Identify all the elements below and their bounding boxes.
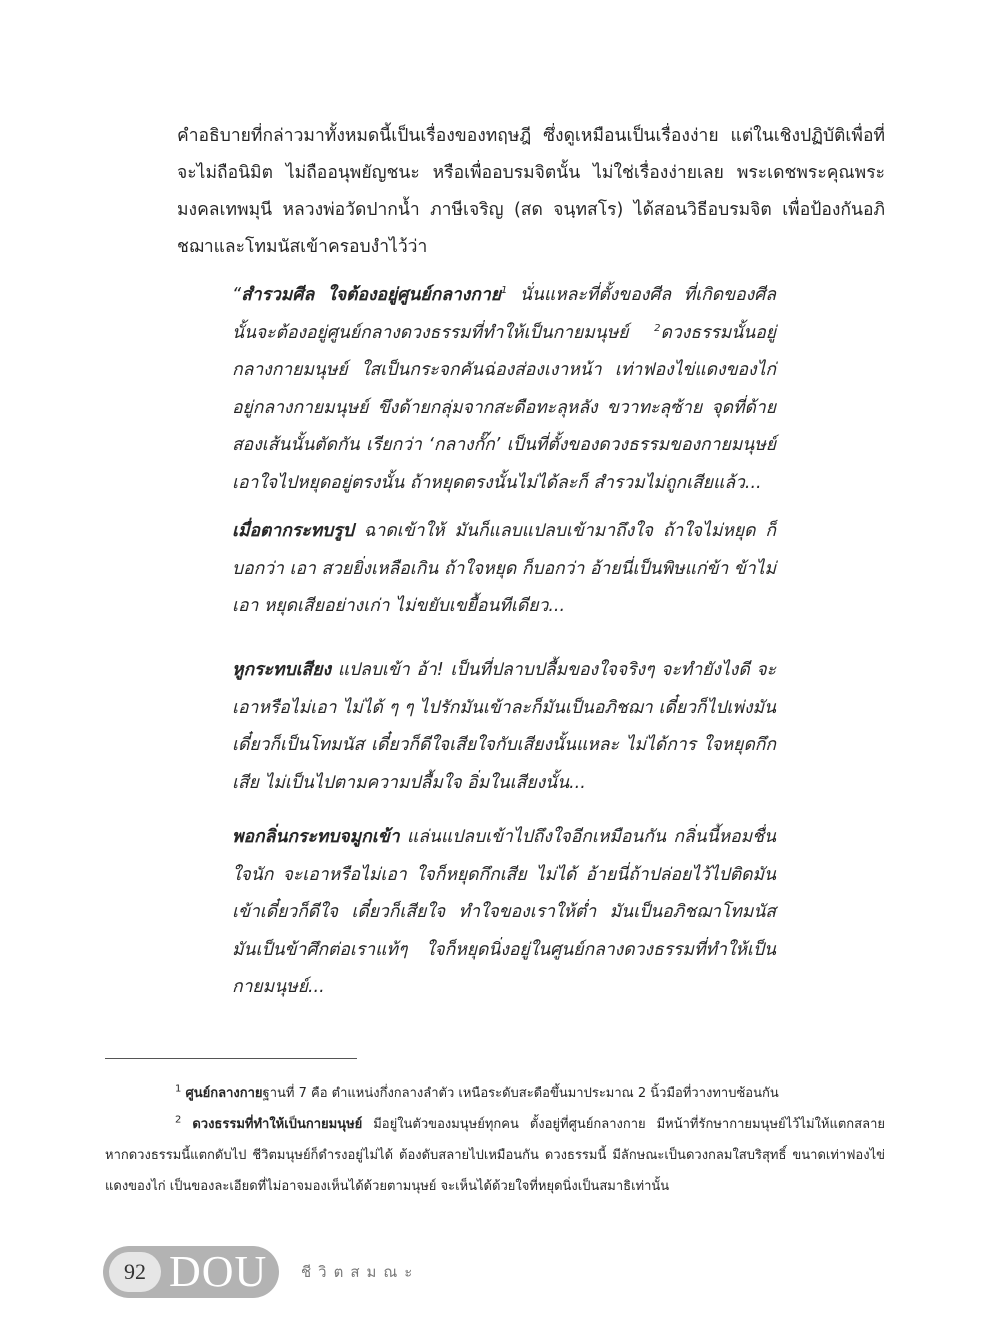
quote-2-lead: เมื่อตากระทบรูป	[232, 521, 354, 541]
footnotes	[105, 1078, 885, 1202]
footnote-2-term: ดวงธรรมที่ทำให้เป็นกายมนุษย์	[192, 1117, 363, 1132]
intro-text: คำอธิบายที่กล่าวมาทั้งหมดนี้เป็นเรื่องของทฤษฎี ซึ่งดูเหมือนเป็นเรื่องง่าย แต่ในเชิงปฏิบัติเพื่อที่จะไม่ถือนิมิต ไม่ถืออนุพยัญชนะ หรือเพื่ออบรมจิตนั้น ไม่ใช่เรื่องง่ายเลย พระเดชพระคุณพระมงคลเทพมุนี หลวงพ่อวัดปากน้ำ ภาษีเจริญ (สด จนฺทสโร) ได้สอนวิธีอบรมจิต เพื่อป้องกันอภิชฌาและโทมนัสเข้าครอบงำไว้ว่า	[177, 126, 885, 257]
footnote-ref-1[interactable]: 1	[500, 285, 508, 297]
footnote-2-text: มีอยู่ในตัวของมนุษย์ทุกคน ตั้งอยู่ที่ศูนย์กลางกาย มีหน้าที่รักษากายมนุษย์ไว้ไม่ให้แตกสลาย หากดวงธรรมนี้แตกดับไป ชีวิตมนุษย์ก็ดำรงอยู่ไม่ได้ ต้องดับสลายไปเหมือนกัน ดวงธรรมนี้ มีลักษณะเป็นดวงกลมใสบริสุทธิ์ ขนาดเท่าฟองไข่แดงของไก่ เป็นของละเอียดที่ไม่อาจมองเห็นได้ด้วยตามนุษย์ จะเห็นได้ด้วยใจที่หยุดนิ่งเป็นสมาธิเท่านั้น	[105, 1117, 886, 1194]
quote-2-text: ฉาดเข้าให้ มันก็แลบแปลบเข้ามาถึงใจ ถ้าใจไม่หยุด ก็บอกว่า เอา สวยยิ่งเหลือเกิน ถ้าใจหยุด ก็บอกว่า อ้ายนี่เป็นพิษแก่ข้า ข้าไม่เอา หยุดเสียอย่างเก่า ไม่ขยับเขยื้อนทีเดียว...	[232, 521, 776, 616]
quote-paragraph-4	[198, 819, 776, 1007]
quote-4-text: แล่นแปลบเข้าไปถึงใจอีกเหมือนกัน กลิ่นนี้หอมชื่นใจนัก จะเอาหรือไม่เอา ใจก็หยุดกึกเสีย ไม่ได้ อ้ายนี่ถ้าปล่อยไว้ไปติดมันเข้าเดี๋ยวก็ดีใจ เดี๋ยวก็เสียใจ ทำใจของเราให้ต่ำ มันเป็นอภิชฌาโทมนัส มันเป็นข้าศึกต่อเราแท้ๆ ใจก็หยุดนิ่งอยู่ในศูนย์กลางดวงธรรมที่ทำให้เป็นกายมนุษย์...	[232, 827, 776, 997]
quote-paragraph-2	[198, 513, 776, 626]
quote-3-lead: หูกระทบเสียง	[232, 660, 332, 680]
footnote-1-text: ฐานที่ 7 คือ ตำแหน่งกึ่งกลางลำตัว เหนือระดับสะดือขึ้นมาประมาณ 2 นิ้วมือที่วางทาบซ้อนกัน	[262, 1086, 779, 1101]
footnote-2-number: 2	[175, 1114, 182, 1126]
quote-3-text: แปลบเข้า อ้า! เป็นที่ปลาบปลื้มของใจจริงๆ จะทำยังไงดี จะเอาหรือไม่เอา ไม่ได้ ๆ ๆ ไปรักมันเข้าละก็มันเป็นอภิชฌา เดี๋ยวก็ไปเพ่งมัน เดี๋ยวก็เป็นโทมนัส เดี๋ยวก็ดีใจเสียใจกับเสียงนั้นแหละ ไม่ได้การ ใจหยุดกึกเสีย ไม่เป็นไปตามความปลื้มใจ อิ่มในเสียงนั้น...	[232, 660, 776, 793]
intro-paragraph	[105, 118, 885, 266]
quote-1-lead: สำรวมศีล ใจต้องอยู่ศูนย์กลางกาย	[241, 285, 501, 305]
footnote-2	[105, 1109, 885, 1202]
quote-open-mark: “	[232, 285, 242, 305]
page-number: 92	[124, 1259, 146, 1284]
footnote-1-number: 1	[175, 1083, 182, 1095]
quote-4-lead: พอกลิ่นกระทบจมูกเข้า	[232, 827, 400, 847]
footnote-divider	[105, 1058, 357, 1059]
quote-paragraph-3	[198, 652, 776, 802]
page-footer	[103, 1246, 423, 1298]
dou-logo: DOU	[169, 1247, 268, 1296]
quote-1-text-a: นั่นแหละที่ตั้งของศีล ที่เกิดของศีลนั้นจะต้องอยู่ศูนย์กลางดวงธรรมที่ทำให้เป็นกายมนุษย์	[232, 285, 776, 343]
quote-1-text-b: ดวงธรรมนั้นอยู่กลางกายมนุษย์ ใสเป็นกระจกคันฉ่องส่องเงาหน้า เท่าฟองไข่แดงของไก่ อยู่กลางกายมนุษย์ ขึงด้ายกลุ่มจากสะดือทะลุหลัง ขวาทะลุซ้าย จุดที่ด้ายสองเส้นนั้นตัดกัน เรียกว่า ‘กลางกั๊ก’ เป็นที่ตั้งของดวงธรรมของกายมนุษย์ เอาใจไปหยุดอยู่ตรงนั้น ถ้าหยุดตรงนั้นไม่ได้ละก็ สำรวมไม่ถูกเสียแล้ว...	[232, 322, 776, 493]
book-title: ชีวิตสมณะ	[301, 1263, 420, 1281]
footnote-1	[105, 1078, 885, 1109]
footnote-ref-2[interactable]: 2	[654, 322, 661, 334]
quote-paragraph-1	[198, 277, 776, 502]
footnote-1-term: ศูนย์กลางกาย	[185, 1086, 263, 1101]
